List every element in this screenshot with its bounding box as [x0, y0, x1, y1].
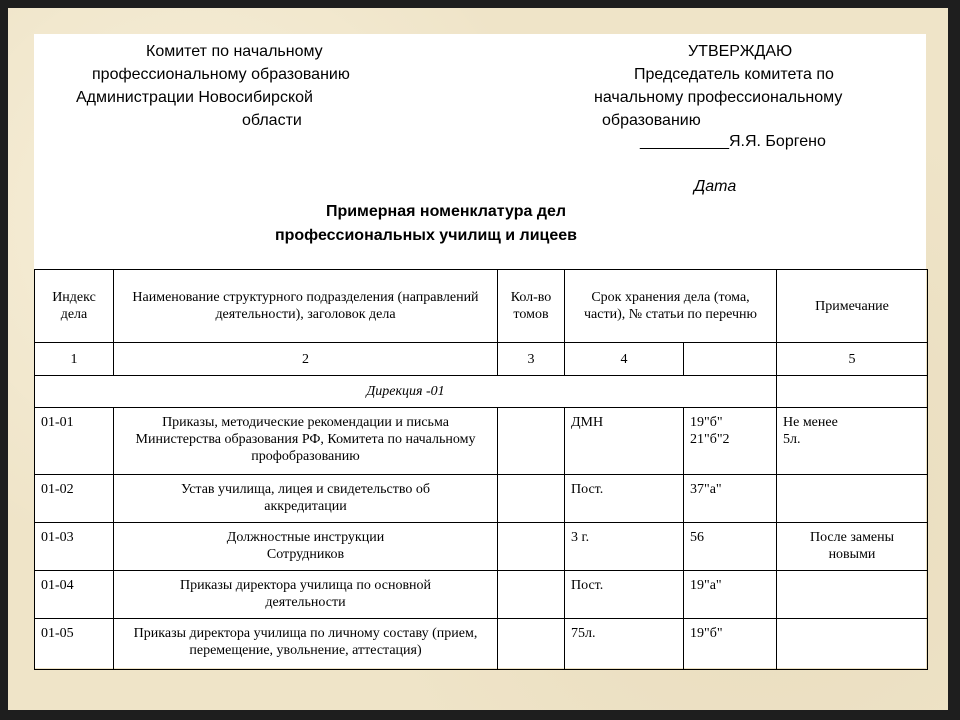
date-label: Дата — [694, 178, 737, 195]
row-name — [114, 475, 498, 523]
chairman-line-3: образованию — [602, 112, 701, 129]
header-volumes: Кол-во томов — [498, 270, 565, 343]
signature-line: __________Я.Я. Боргено — [640, 133, 826, 150]
column-number-5: 5 — [777, 343, 928, 376]
column-numbers-row — [35, 343, 928, 376]
row-name-text: Приказы директора училища по основной деятельности — [179, 578, 432, 610]
column-number-3: 3 — [498, 343, 565, 376]
row-name-text: Должностные инструкции Сотрудников — [226, 530, 385, 562]
row-note — [777, 475, 928, 523]
table-row — [35, 619, 928, 670]
row-note — [777, 619, 928, 670]
table-row — [35, 475, 928, 523]
committee-line-4: области — [242, 112, 302, 129]
committee-line-1: Комитет по начальному — [146, 43, 323, 60]
row-note — [777, 408, 928, 475]
column-number-2: 2 — [114, 343, 498, 376]
row-article — [684, 408, 777, 475]
header-name: Наименование структурного подразделения (направлений деятельности), заголовок дела — [114, 270, 498, 343]
row-volumes — [498, 475, 565, 523]
header-note: Примечание — [777, 270, 928, 343]
row-note-text: После замены новыми — [809, 530, 895, 562]
column-number-4: 4 — [565, 343, 684, 376]
row-index: 01-03 — [35, 523, 114, 571]
row-term: 75л. — [565, 619, 684, 670]
row-term: Пост. — [565, 475, 684, 523]
row-term: Пост. — [565, 571, 684, 619]
section-row — [35, 376, 928, 408]
row-note — [777, 571, 928, 619]
chairman-line-1: Председатель комитета по — [634, 66, 834, 83]
row-index: 01-04 — [35, 571, 114, 619]
header-index: Индекс дела — [35, 270, 114, 343]
committee-line-2: профессиональному образованию — [92, 66, 350, 83]
row-article-line: 19"б" 21"б"2 — [690, 415, 730, 447]
table-row — [35, 408, 928, 475]
row-name: Приказы директора училища по личному составу (прием, перемещение, увольнение, аттестация) — [114, 619, 498, 670]
row-volumes — [498, 408, 565, 475]
row-name — [114, 523, 498, 571]
row-term: 3 г. — [565, 523, 684, 571]
section-note-cell — [777, 376, 928, 408]
table-header-row — [35, 270, 928, 343]
row-article: 19"а" — [684, 571, 777, 619]
section-directorate: Дирекция -01 — [35, 376, 777, 408]
column-number-1: 1 — [35, 343, 114, 376]
row-index: 01-05 — [35, 619, 114, 670]
row-volumes — [498, 571, 565, 619]
nomenclature-table — [34, 269, 928, 670]
row-article: 37"а" — [684, 475, 777, 523]
header-retention: Срок хранения дела (тома, части), № статьи по перечню — [565, 270, 777, 343]
row-article: 19"б" — [684, 619, 777, 670]
chairman-line-2: начальному профессиональному — [594, 89, 843, 106]
document-title-line-1: Примерная номенклатура дел — [325, 203, 567, 220]
committee-line-3: Администрации Новосибирской — [76, 89, 313, 106]
row-volumes — [498, 523, 565, 571]
table-row — [35, 571, 928, 619]
document-title — [0, 200, 892, 248]
row-name — [114, 571, 498, 619]
column-number-empty — [684, 343, 777, 376]
table-row — [35, 523, 928, 571]
row-term: ДМН — [565, 408, 684, 475]
row-name-text: Устав училища, лицея и свидетельство об аккредитации — [180, 482, 430, 514]
row-index: 01-02 — [35, 475, 114, 523]
row-note-text: Не менее 5л. — [783, 415, 838, 447]
document-title-line-2: профессиональных училищ и лицеев — [274, 227, 578, 244]
row-volumes — [498, 619, 565, 670]
row-index: 01-01 — [35, 408, 114, 475]
row-article: 56 — [684, 523, 777, 571]
row-note — [777, 523, 928, 571]
approve-heading: УТВЕРЖДАЮ — [688, 43, 793, 60]
row-name: Приказы, методические рекомендации и письма Министерства образования РФ, Комитета по начальному профобразованию — [114, 408, 498, 475]
